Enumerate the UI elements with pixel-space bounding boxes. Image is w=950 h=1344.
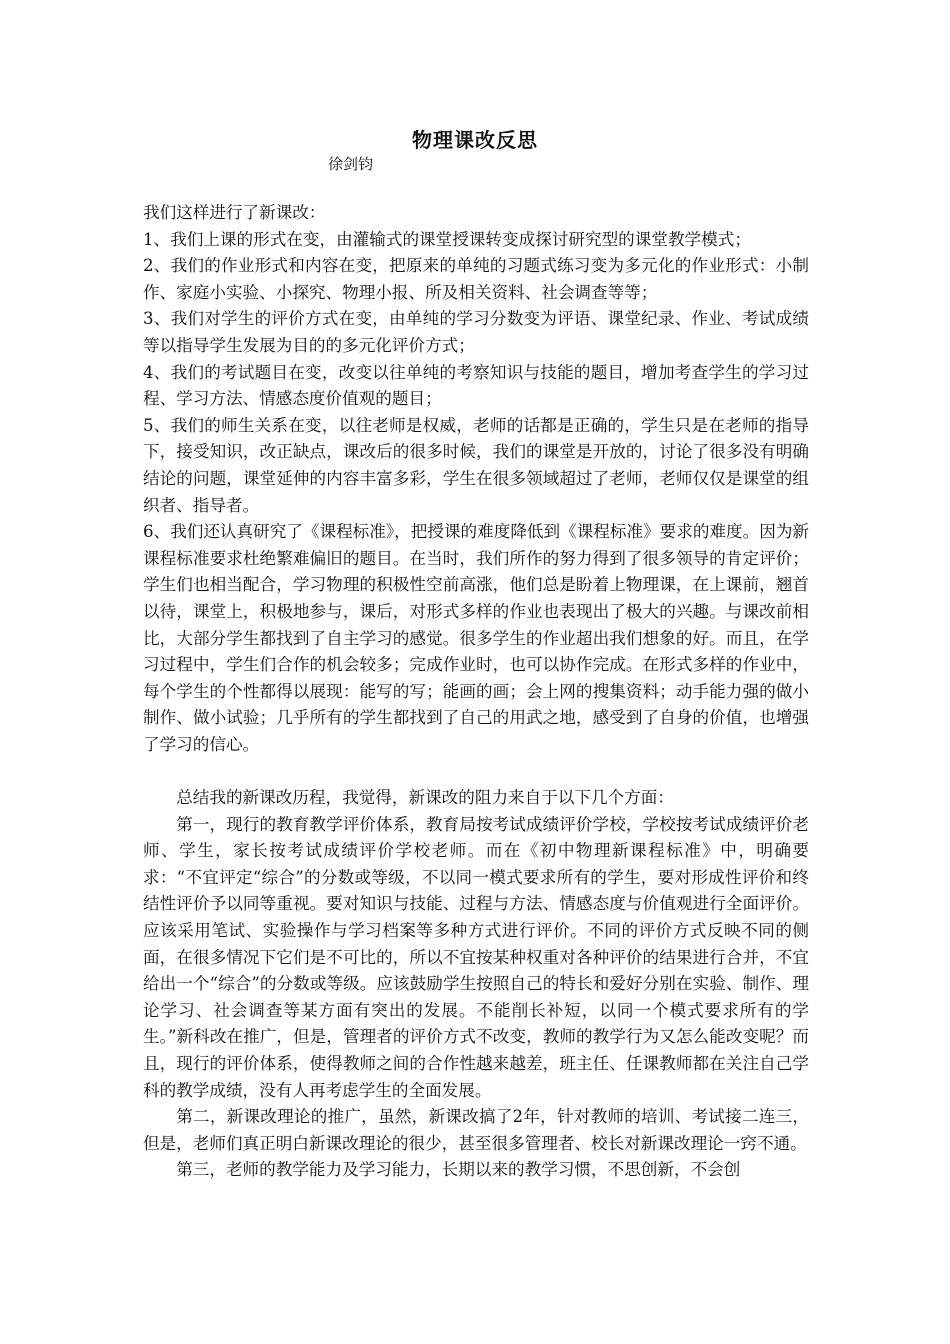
summary-paragraph: 总结我的新课改历程，我觉得，新课改的阻力来自于以下几个方面：: [176, 788, 674, 808]
list-item: 1、我们上课的形式在变，由灌输式的课堂授课转变成探讨研究型的课堂教学模式；: [143, 229, 751, 249]
document-body: [143, 200, 809, 1184]
intro-paragraph: 我们这样进行了新课改：: [143, 203, 326, 222]
list-item: 4、我们的考试题目在变，改变以往单纯的考察知识与技能的题目，增加考查学生的学习过程、学习方法、情感态度价值观的题目；: [143, 362, 809, 409]
list-item: 5、我们的师生关系在变，以往老师是权威，老师的话都是正确的，学生只是在老师的指导下，接受知识，改正缺点，课改后的很多时候，我们的课堂是开放的，讨论了很多没有明确结论的问题，课堂延伸的内容丰富多彩，学生在很多领域超过了老师，老师仅仅是课堂的组织者、指导者。: [143, 415, 809, 515]
list-item: 6、我们还认真研究了《课程标准》，把授课的难度降低到《课程标准》要求的难度。因为新课程标准要求杜绝繁难偏旧的题目。在当时，我们所作的努力得到了很多领导的肯定评价；学生们也相当配合，学习物理的积极性空前高涨，他们总是盼着上物理课，在上课前，翘首以待，课堂上，积极地参与，课后，对形式多样的作业也表现出了极大的兴趣。与课改前相比，大部分学生都找到了自主学习的感觉。很多学生的作业超出我们想象的好。而且，在学习过程中，学生们合作的机会较多；完成作业时，也可以协作完成。在形式多样的作业中，每个学生的个性都得以展现：能写的写；能画的画；会上网的搜集资料；动手能力强的做小制作、做小试验；几乎所有的学生都找到了自己的用武之地，感受到了自身的价值，也增强了学习的信心。: [143, 522, 810, 754]
point-paragraph: 第一，现行的教育教学评价体系，教育局按考试成绩评价学校，学校按考试成绩评价老师、学生，家长按考试成绩评价学校老师。而在《初中物理新课程标准》中，明确要求：“不宜评定“综合”的分数或等级，不以同一模式要求所有的学生，要对形成性评价和终结性评价予以同等重视。要对知识与技能、过程与方法、情感态度与价值观进行全面评价。应该采用笔试、实验操作与学习档案等多种方式进行评价。不同的评价方式反映不同的侧面，在很多情况下它们是不可比的，所以不宜按某种权重对各种评价的结果进行合并，不宜给出一个“综合”的分数或等级。应该鼓励学生按照自己的特长和爱好分别在实验、制作、理论学习、社会调查等某方面有突出的发展。不能削长补短，以同一个模式要求所有的学生。”新科改在推广，但是，管理者的评价方式不改变，教师的教学行为又怎么能改变呢？而且，现行的评价体系，使得教师之间的合作性越来越差，班主任、任课教师都在关注自己学科的教学成绩，没有人再考虑学生的全面发展。: [143, 814, 809, 1100]
paragraph-spacer: [143, 758, 809, 785]
point-paragraph: 第三，老师的教学能力及学习能力，长期以来的教学习惯，不思创新，不会创: [176, 1160, 741, 1180]
list-item: 2、我们的作业形式和内容在变，把原来的单纯的习题式练习变为多元化的作业形式：小制作、家庭小实验、小探究、物理小报、所及相关资料、社会调查等等；: [143, 256, 809, 302]
document-author: 徐剑钧: [328, 155, 374, 173]
list-item: 3、我们对学生的评价方式在变，由单纯的学习分数变为评语、课堂纪录、作业、考试成绩等以指导学生发展为目的的多元化评价方式；: [143, 309, 809, 355]
document-title: 物理课改反思: [412, 128, 538, 152]
point-paragraph: 第二，新课改理论的推广，虽然，新课改搞了2年，针对教师的培训、考试接二连三，但是，老师们真正明白新课改理论的很少，甚至很多管理者、校长对新课改理论一窍不通。: [143, 1107, 809, 1153]
